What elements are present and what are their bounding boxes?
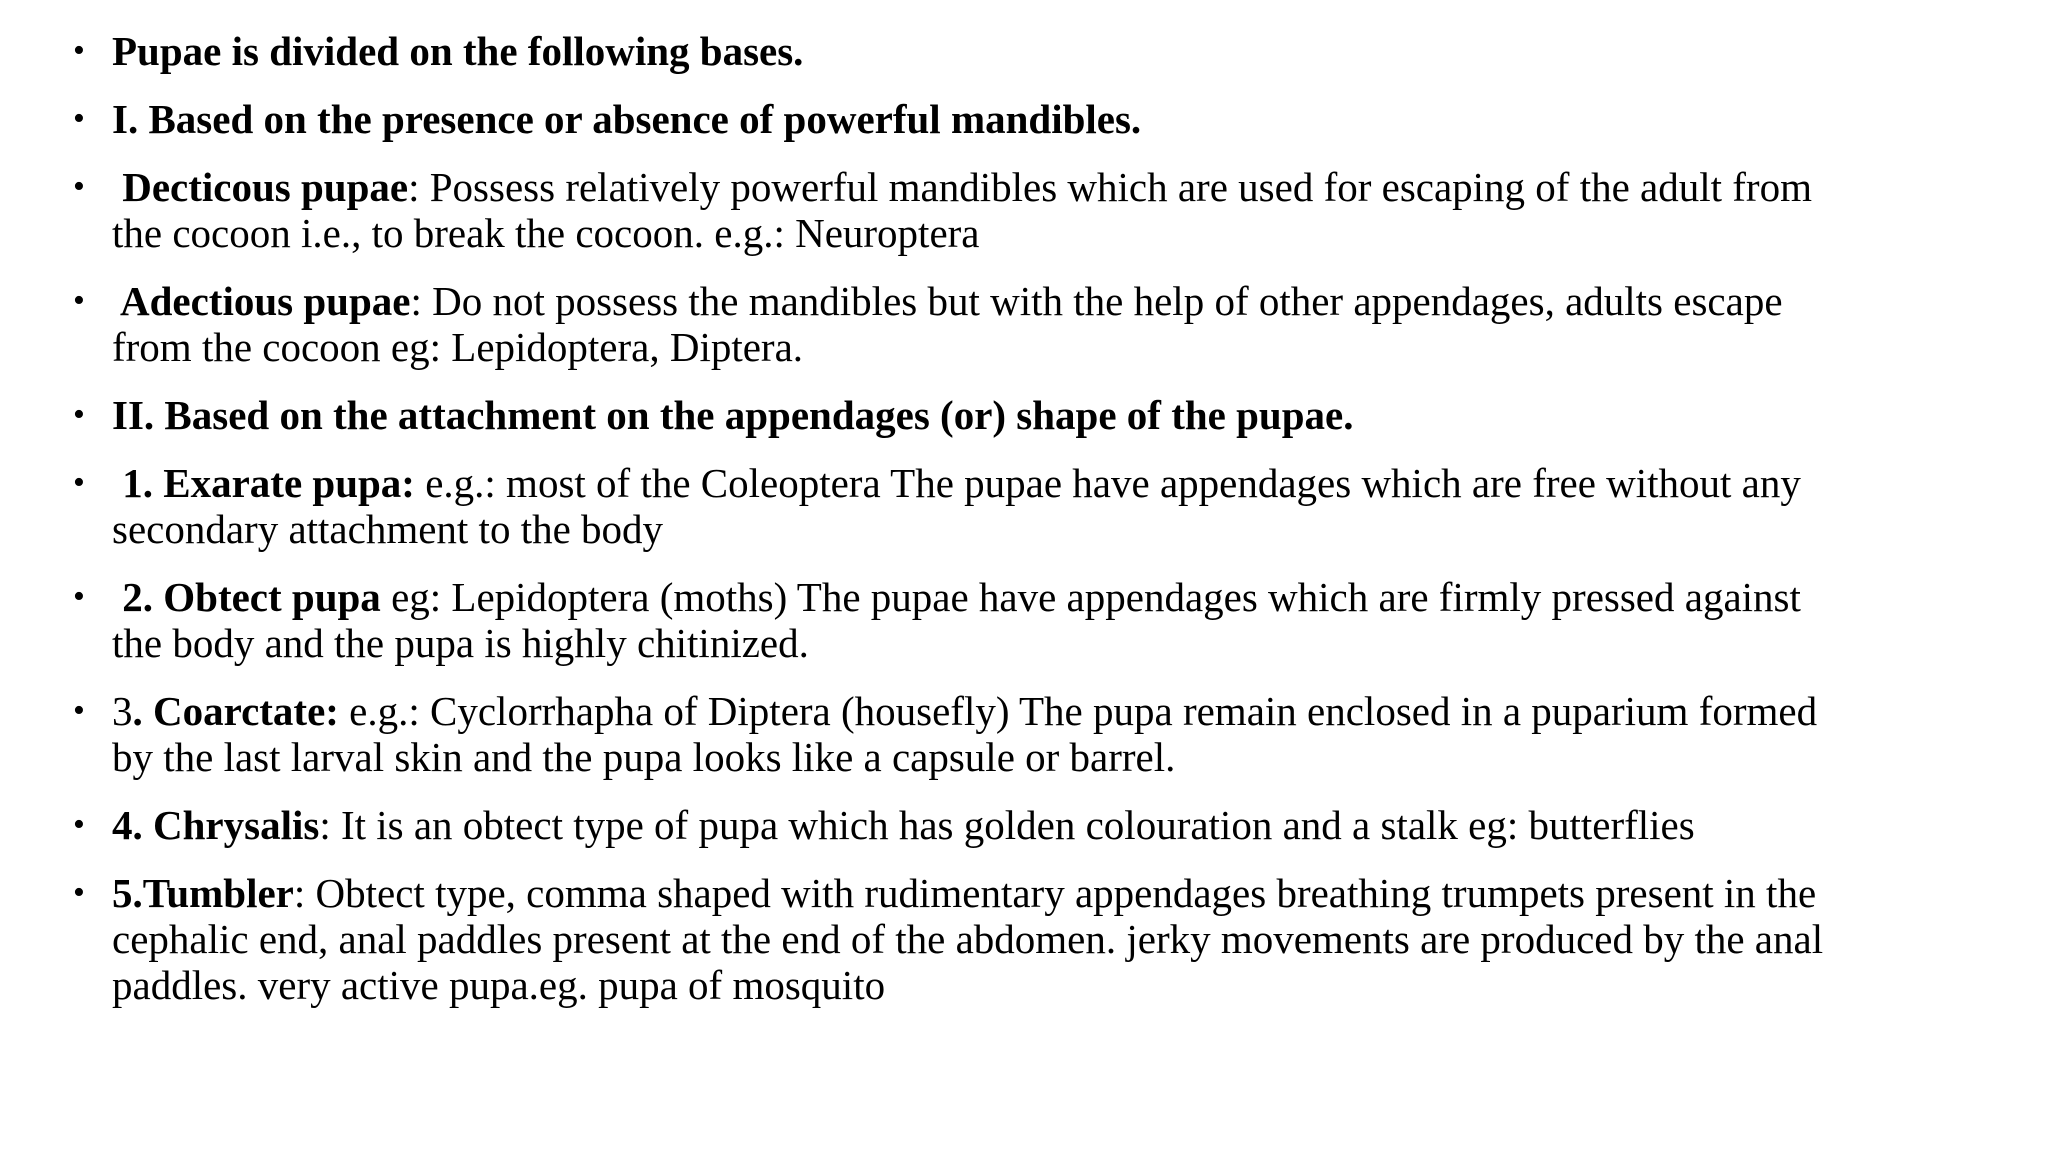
bullet-dot-icon: • xyxy=(73,282,85,319)
item-term: 2. Obtect pupa xyxy=(112,574,381,620)
item-description: : Possess relatively powerful mandibles which are used for escaping of the adult from the cocoon i.e., to break the cocoon. e.g.: Neuroptera xyxy=(112,164,1812,256)
bullet-dot-icon: • xyxy=(73,692,85,729)
bullet-list xyxy=(70,28,1850,1030)
bullet-item-decticous xyxy=(70,164,1850,256)
bullet-dot-icon: • xyxy=(73,874,85,911)
bullet-item-basis-mandibles xyxy=(70,96,1850,142)
bullet-item-exarate xyxy=(70,460,1850,552)
bullet-dot-icon: • xyxy=(73,396,85,433)
bullet-dot-icon: • xyxy=(73,578,85,615)
item-heading: I. Based on the presence or absence of powerful mandibles. xyxy=(112,96,1142,142)
bullet-dot-icon: • xyxy=(73,168,85,205)
item-description: : Do not possess the mandibles but with the help of other appendages, adults escape from the cocoon eg: Lepidoptera, Diptera. xyxy=(112,278,1783,370)
item-description: : It is an obtect type of pupa which has golden colouration and a stalk eg: butterflies xyxy=(319,802,1695,848)
item-description: eg: Lepidoptera (moths) The pupae have appendages which are firmly pressed against the body and the pupa is highly chitinized. xyxy=(112,574,1801,666)
item-description: e.g.: most of the Coleoptera The pupae have appendages which are free without any secondary attachment to the body xyxy=(112,460,1801,552)
bullet-item-tumbler xyxy=(70,870,1850,1008)
bullet-item-coarctate xyxy=(70,688,1850,780)
bullet-dot-icon: • xyxy=(73,806,85,843)
item-term: 1. Exarate pupa: xyxy=(112,460,415,506)
item-term: . Coarctate: xyxy=(132,688,339,734)
item-number: 3 xyxy=(112,688,133,734)
item-heading: II. Based on the attachment on the appendages (or) shape of the pupae. xyxy=(112,392,1354,438)
item-description: e.g.: Cyclorrhapha of Diptera (housefly) The pupa remain enclosed in a puparium formed by the last larval skin and the pupa looks like a capsule or barrel. xyxy=(112,688,1818,780)
item-term: 5.Tumbler xyxy=(112,870,294,916)
bullet-item-adectious xyxy=(70,278,1850,370)
bullet-dot-icon: • xyxy=(73,100,85,137)
bullet-item-basis-attachment xyxy=(70,392,1850,438)
bullet-item-obtect xyxy=(70,574,1850,666)
item-heading: Pupae is divided on the following bases. xyxy=(112,28,804,74)
item-description: : Obtect type, comma shaped with rudimentary appendages breathing trumpets present in the cephalic end, anal paddles present at the end of the abdomen. jerky movements are produced by the anal paddles. very active pupa.eg. pupa of mosquito xyxy=(112,870,1824,1008)
bullet-dot-icon: • xyxy=(73,32,85,69)
item-term: Adectious pupae xyxy=(112,278,411,324)
bullet-item-bases xyxy=(70,28,1850,74)
bullet-item-chrysalis xyxy=(70,802,1850,848)
item-term: 4. Chrysalis xyxy=(112,802,320,848)
item-term: Decticous pupae xyxy=(112,164,409,210)
bullet-dot-icon: • xyxy=(73,464,85,501)
